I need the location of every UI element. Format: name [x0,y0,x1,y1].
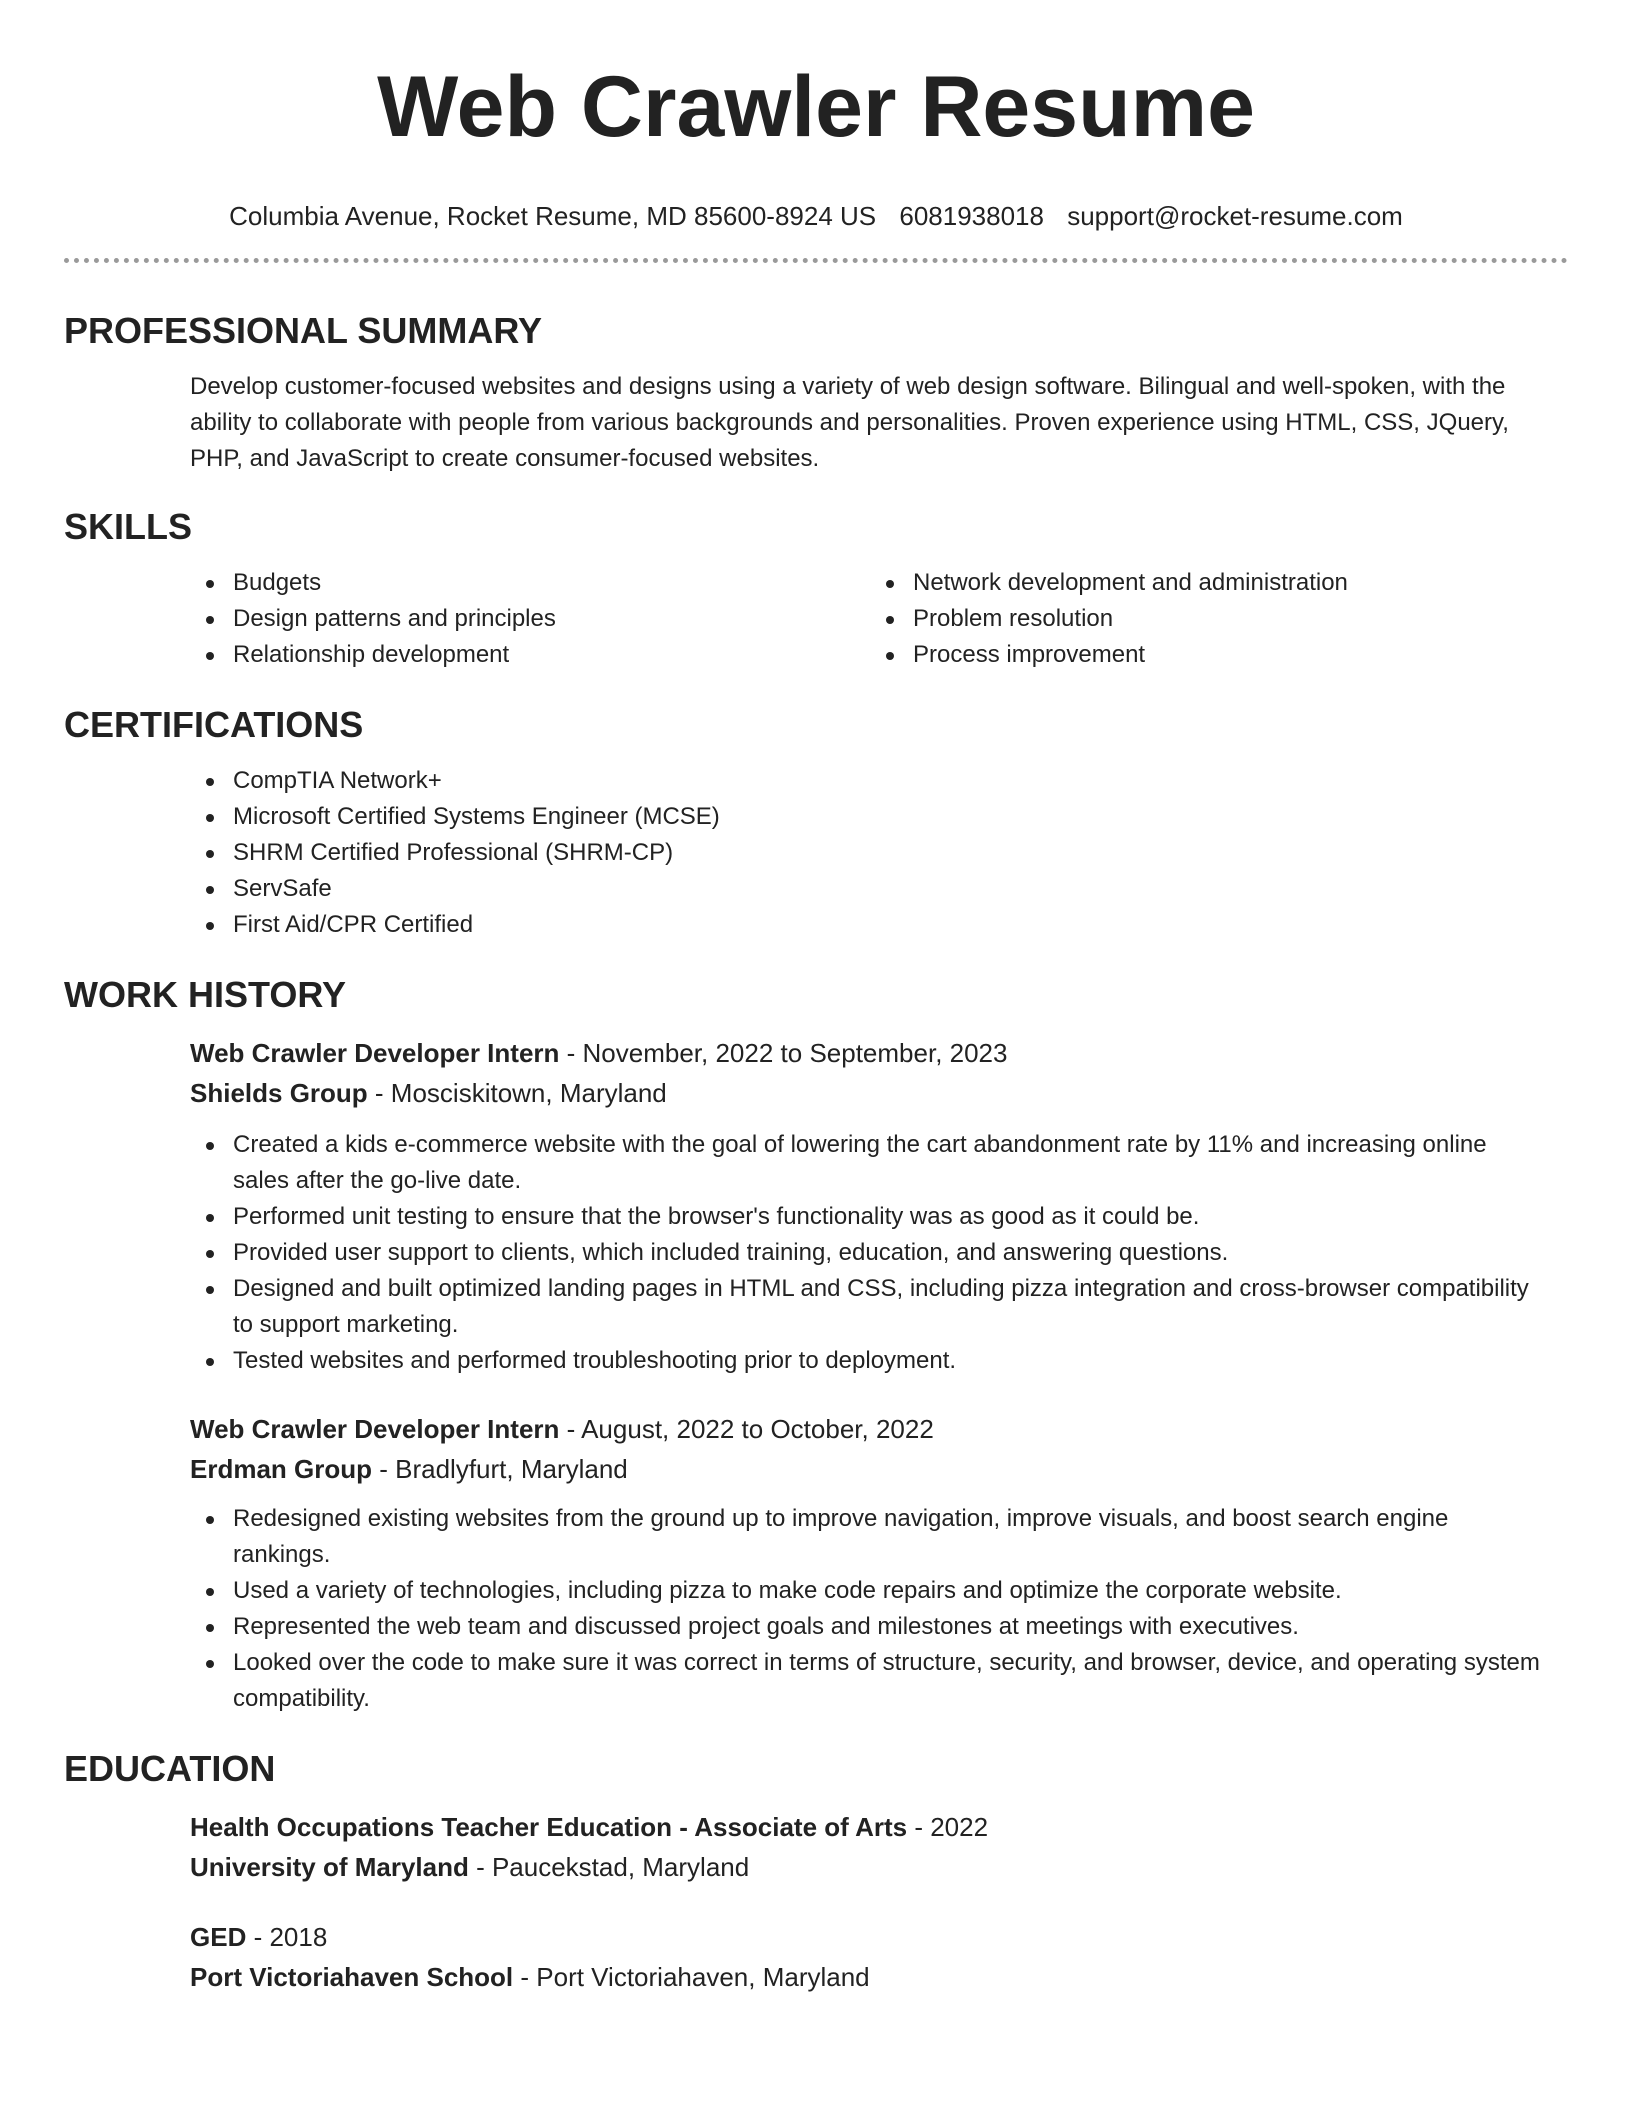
job-dates: - November, 2022 to September, 2023 [559,1038,1008,1068]
contact-address: Columbia Avenue, Rocket Resume, MD 85600-8924 US [229,201,877,231]
job-location: - Bradlyfurt, Maryland [372,1454,628,1484]
list-item: Provided user support to clients, which included training, education, and answering questions. [190,1235,1568,1271]
certifications-list [190,763,1568,943]
list-item: Represented the web team and discussed project goals and milestones at meetings with executives. [190,1609,1568,1645]
header-divider [64,258,1568,263]
job-entry [190,1033,1568,1113]
education-entry [190,1917,1568,1997]
certifications-heading: CERTIFICATIONS [64,704,364,745]
skills-list-right [870,565,1550,673]
education-section [64,1745,1568,1997]
list-item: Design patterns and principles [190,601,870,637]
job-location: - Mosciskitown, Maryland [367,1078,667,1108]
list-item: Network development and administration [870,565,1550,601]
education-school: Port Victoriahaven School [190,1962,514,1992]
job-company: Erdman Group [190,1454,373,1484]
skills-heading: SKILLS [64,506,193,547]
education-degree-line [190,1917,1568,1957]
contact-email: support@rocket-resume.com [1067,201,1403,231]
work-section [64,971,1568,1717]
list-item: Looked over the code to make sure it was correct in terms of structure, security, and browser, device, and operating system compatibility. [190,1645,1568,1717]
education-school-line [190,1847,1568,1887]
education-year: - 2018 [246,1922,328,1952]
job-bullets [190,1127,1568,1379]
job-title: Web Crawler Developer Intern [190,1414,560,1444]
education-degree: GED [190,1922,247,1952]
list-item: Microsoft Certified Systems Engineer (MCSE) [190,799,1568,835]
job-company-line [190,1073,1568,1113]
list-item: Process improvement [870,637,1550,673]
summary-section [64,307,1568,477]
list-item: Budgets [190,565,870,601]
list-item: Relationship development [190,637,870,673]
list-item: Designed and built optimized landing pages in HTML and CSS, including pizza integration and cross-browser compatibility to support marketing. [190,1271,1568,1343]
skills-list-left [190,565,870,673]
education-degree: Health Occupations Teacher Education - Associate of Arts [190,1812,908,1842]
work-heading: WORK HISTORY [64,974,347,1015]
education-degree-line [190,1807,1568,1847]
education-school-line [190,1957,1568,1997]
list-item: Tested websites and performed troubleshooting prior to deployment. [190,1343,1568,1379]
list-item: Used a variety of technologies, including pizza to make code repairs and optimize the corporate website. [190,1573,1568,1609]
list-item: Performed unit testing to ensure that the browser's functionality was as good as it could be. [190,1199,1568,1235]
job-title-line [190,1409,1568,1449]
job-title: Web Crawler Developer Intern [190,1038,560,1068]
list-item: ServSafe [190,871,1568,907]
summary-text: Develop customer-focused websites and designs using a variety of web design software. Bilingual and well-spoken, with the ability to collaborate with people from various backgrounds and personalities. Proven experience using HTML, CSS, JQuery, PHP, and JavaScript to create consumer-focused websites. [190,373,1509,472]
contact-line [64,196,1568,236]
summary-heading: PROFESSIONAL SUMMARY [64,310,543,351]
contact-phone: 6081938018 [899,201,1044,231]
list-item: Created a kids e-commerce website with the goal of lowering the cart abandonment rate by 11% and increasing online sales after the go-live date. [190,1127,1568,1199]
education-year: - 2022 [907,1812,989,1842]
list-item: Problem resolution [870,601,1550,637]
job-bullets [190,1501,1568,1717]
list-item: First Aid/CPR Certified [190,907,1568,943]
education-location: - Port Victoriahaven, Maryland [513,1962,870,1992]
job-title-line [190,1033,1568,1073]
job-entry [190,1409,1568,1489]
list-item: Redesigned existing websites from the ground up to improve navigation, improve visuals, and boost search engine rankings. [190,1501,1568,1573]
job-company: Shields Group [190,1078,368,1108]
education-school: University of Maryland [190,1852,469,1882]
education-heading: EDUCATION [64,1748,276,1789]
certifications-section [64,701,1568,943]
list-item: CompTIA Network+ [190,763,1568,799]
resume-title: Web Crawler Resume [377,59,1255,155]
job-company-line [190,1449,1568,1489]
skills-columns [190,565,1568,673]
skills-section [64,503,1568,673]
education-location: - Paucekstad, Maryland [468,1852,750,1882]
education-entry [190,1807,1568,1887]
job-dates: - August, 2022 to October, 2022 [559,1414,934,1444]
list-item: SHRM Certified Professional (SHRM-CP) [190,835,1568,871]
